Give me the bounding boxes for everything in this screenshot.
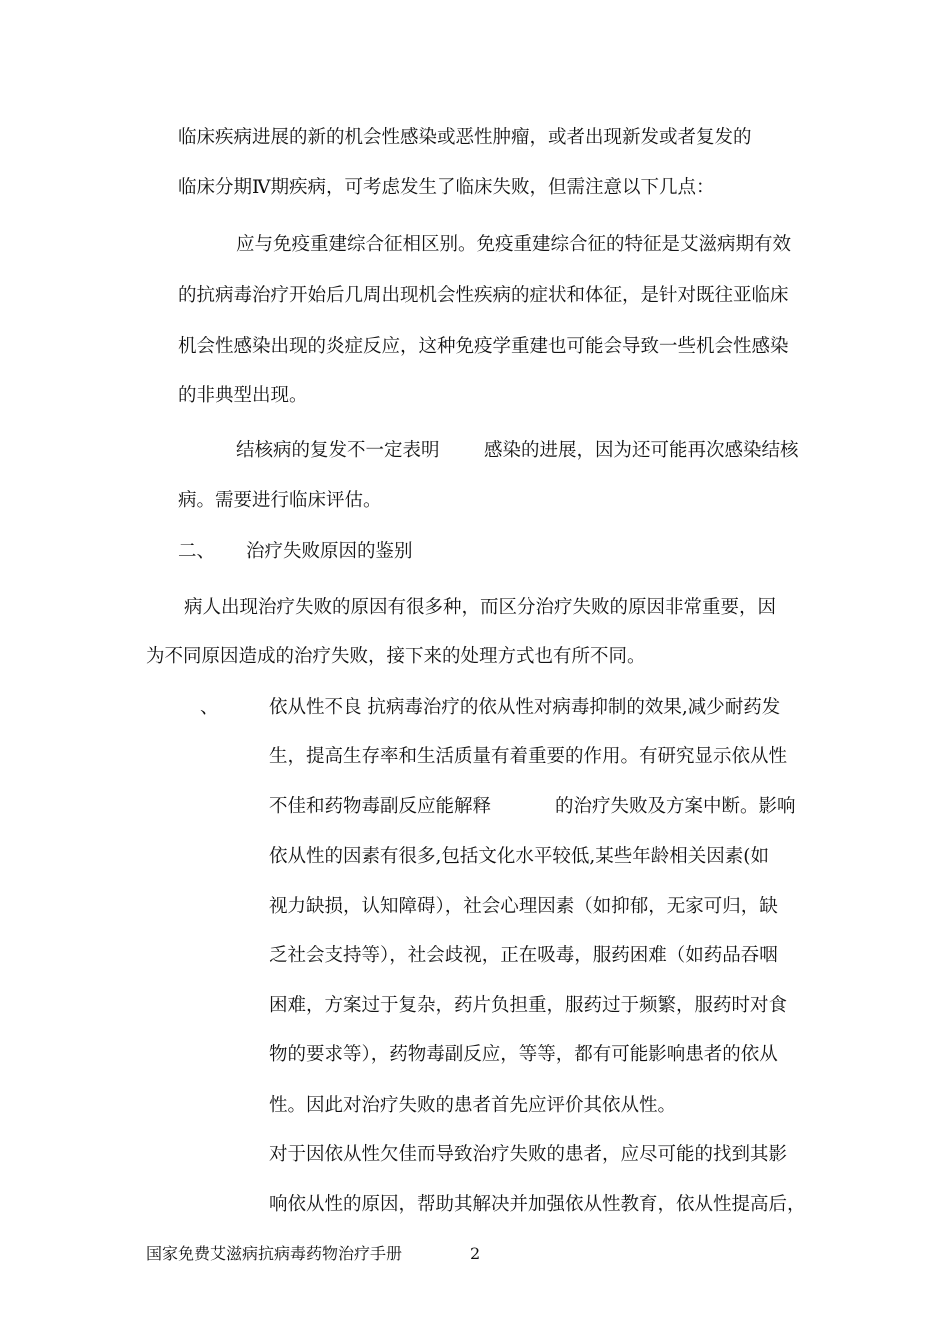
paragraph-4-line-1: 病人出现治疗失败的原因有很多种，而区分治疗失败的原因非常重要，因	[184, 597, 777, 618]
footer-title: 国家免费艾滋病抗病毒药物治疗手册	[146, 1244, 403, 1263]
paragraph-4-line-2: 为不同原因造成的治疗失败，接下来的处理方式也有所不同。	[146, 646, 646, 667]
section-heading-number: 二、	[178, 541, 216, 562]
paragraph-2-line-4: 的非典型出现。	[178, 385, 308, 406]
list-item-line-3b: 的治疗失败及方案中断。影响	[555, 796, 796, 817]
list-item-line-9: 性。因此对治疗失败的患者首先应评价其依从性。	[269, 1095, 677, 1116]
paragraph-3-line-2: 病。需要进行临床评估。	[178, 490, 382, 511]
section-heading-title: 治疗失败原因的鉴别	[246, 541, 413, 562]
list-item-line-1: 依从性不良 抗病毒治疗的依从性对病毒抑制的效果,减少耐药发	[269, 697, 781, 718]
list-item-line-3a: 不佳和药物毒副反应能解释	[269, 796, 492, 817]
list-item-bullet: 、	[200, 697, 219, 718]
list-item-line-7: 困难，方案过于复杂，药片负担重，服药过于频繁，服药时对食	[269, 995, 788, 1016]
list-item-line-6: 乏社会支持等），社会歧视，正在吸毒，服药困难（如药品吞咽	[269, 945, 778, 966]
list-item-line-8: 物的要求等），药物毒副反应，等等，都有可能影响患者的依从	[269, 1044, 778, 1065]
list-item-line-5: 视力缺损，认知障碍），社会心理因素（如抑郁，无家可归，缺	[269, 896, 778, 917]
paragraph-3-line-1a: 结核病的复发不一定表明	[236, 440, 440, 461]
paragraph-2-line-3: 机会性感染出现的炎症反应，这种免疫学重建也可能会导致一些机会性感染	[178, 336, 789, 357]
paragraph-1-line-2: 临床分期Ⅳ期疾病，可考虑发生了临床失败，但需注意以下几点：	[178, 177, 715, 198]
paragraph-2-line-2: 的抗病毒治疗开始后几周出现机会性疾病的症状和体征，是针对既往亚临床	[178, 285, 789, 306]
paragraph-5-line-2: 响依从性的原因，帮助其解决并加强依从性教育，依从性提高后，	[269, 1194, 806, 1215]
paragraph-3-line-1b: 感染的进展，因为还可能再次感染结核	[484, 440, 799, 461]
list-item-line-4: 依从性的因素有很多,包括文化水平较低,某些年龄相关因素(如	[269, 846, 769, 867]
paragraph-5-line-1: 对于因依从性欠佳而导致治疗失败的患者，应尽可能的找到其影	[269, 1144, 788, 1165]
list-item-line-2: 生，提高生存率和生活质量有着重要的作用。有研究显示依从性	[269, 746, 788, 767]
page-number: 2	[470, 1244, 481, 1263]
paragraph-2-line-1: 应与免疫重建综合征相区别。免疫重建综合征的特征是艾滋病期有效	[236, 234, 792, 255]
paragraph-1-line-1: 临床疾病进展的新的机会性感染或恶性肿瘤，或者出现新发或者复发的	[178, 127, 752, 148]
